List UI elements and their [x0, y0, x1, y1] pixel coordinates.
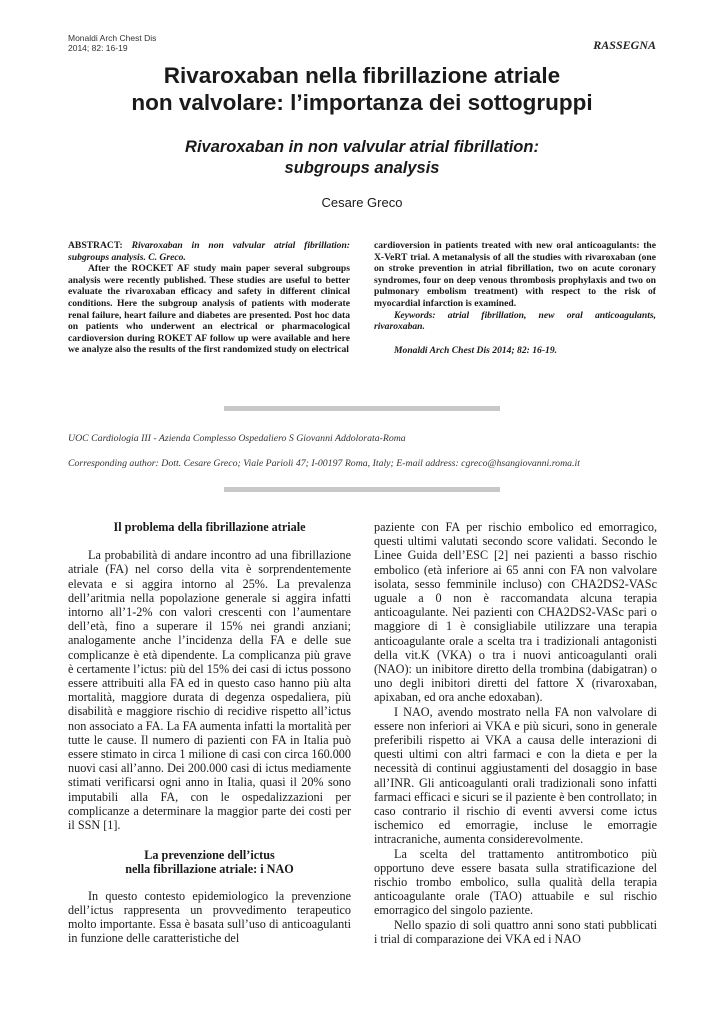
correspondence: Corresponding author: Dott. Cesare Greco; Viale Parioli 47; I-00197 Roma, Italy; E-mail address: cgreco@hsangiovanni.roma.it: [68, 458, 580, 469]
body-paragraph: La scelta del trattamento antitrombotico più opportuno deve essere basata sulla stratificazione del rischio trombo embolico, sulla qualità della terapia anticoagulante orale (TAO) attuabile e sul rischio emorragico del singolo paziente.: [374, 846, 657, 918]
article-subtitle-line2: subgroups analysis: [284, 159, 440, 177]
abstract-label: ABSTRACT:: [68, 240, 123, 251]
body-paragraph: paziente con FA per rischio embolico ed emorragico, questi ultimi valutati secondo score validati. Secondo le Linee Guida dell’ESC [2] nei pazienti a basso rischio embolico (età inferiore ai 65 anni con FA non valvolare isolata, sesso femminile incluso) con CHA2DS2-VASc uguale a 0 non è raccomandata alcuna terapia anticoagulante. Nei pazienti con CHA2DS2-VASc pari o maggiore di 1 è consigliabile utilizzare una terapia anticoagulante orale a scelta tra i tradizionali antagonisti della vit.K (VKA) o tra i nuovi anticoagulanti orali (NAO): un inibitore diretto della trombina (dabigatran) o uno degli inibitori diretti del fattore X (rivaroxaban, apixaban, ed ora anche edoxaban).: [374, 520, 657, 705]
abstract-cite: [374, 345, 656, 357]
section-heading-2: [68, 848, 351, 876]
article-title: [60, 62, 664, 116]
journal-issue: 2014; 82: 16-19: [68, 43, 128, 53]
section-label: RASSEGNA: [593, 38, 656, 52]
body-right-column: [374, 520, 657, 946]
keywords-label: Keywords:: [394, 309, 436, 321]
body-paragraph: I NAO, avendo mostrato nella FA non valvolare di essere non inferiori ai VKA e più sicuri, sono in generale preferibili rispetto ai VKA a causa delle interazioni di questi ultimi con altri farmaci e con la dieta e per la necessità di continui aggiustamenti del dosaggio in base all’INR. Gli anticoagulanti orali tradizionali sono infatti farmaci efficaci e sicuri se il paziente è ben controllato; in caso contrario il rischio di eventi avversi come ictus ischemico ed emorragie, incluse le emorragie intracraniche, aumenta considerevolmente.: [374, 704, 657, 847]
divider-top: [224, 406, 500, 411]
abstract-cite-text: Monaldi Arch Chest Dis 2014; 82: 16-19.: [394, 344, 558, 356]
abstract-right-column: [374, 240, 656, 356]
section-heading-2-line1: La prevenzione dell’ictus: [144, 848, 275, 863]
keywords-text: atrial fibrillation, new oral anticoagulants, rivaroxaban.: [374, 309, 656, 333]
article-title-line2: non valvolare: l’importanza dei sottogruppi: [131, 90, 593, 115]
body-paragraph: Nello spazio di soli quattro anni sono stati pubblicati i trial di comparazione dei VKA ed i NAO: [374, 917, 657, 946]
body-left-column: [68, 520, 351, 945]
abstract-body-right: cardioversion in patients treated with new oral anticoagulants: the X-VeRT trial. A metanalysis of all the studies with rivaroxaban (one on stroke prevention in atrial fibrillation, two on acute coronary syndromes, four on deep venous thrombosis prophylaxis and two on pulmonary embolism treatment) with respect to the risk of myocardial infarction is examined.: [374, 240, 656, 309]
abstract-body-left: After the ROCKET AF study main paper several subgroups analysis were recently published. These studies are useful to better evaluate the rivaroxaban efficacy and safety in different clinical conditions. Here the subgroup analysis of patients with moderate renal failure, heart failure and diabetes are presented. Post hoc data on patients who underwent an electrical or pharmacological cardioversion during ROKET AF follow up were available and here we analyze also the results of the first randomized study on electrical: [68, 263, 350, 356]
journal-reference: [68, 33, 156, 53]
affiliation: UOC Cardiologia III - Azienda Complesso Ospedaliero S Giovanni Addolorata-Roma: [68, 433, 406, 444]
section-heading-2-line2: nella fibrillazione atriale: i NAO: [125, 862, 294, 877]
journal-name: Monaldi Arch Chest Dis: [68, 33, 157, 43]
body-paragraph: In questo contesto epidemiologico la prevenzione dell’ictus rappresenta un provvedimento terapeutico molto importante. Essa è basata sull’uso di anticoagulanti in funzione delle caratteristiche del: [68, 888, 351, 946]
abstract-keywords: [374, 310, 656, 333]
section-heading-1: Il problema della fibrillazione atriale: [113, 520, 306, 534]
article-subtitle: [60, 137, 664, 179]
abstract-citation-text: Rivaroxaban in non valvular atrial fibrillation: subgroups analysis. C. Greco.: [68, 240, 350, 263]
author-name: Cesare Greco: [321, 195, 403, 210]
body-paragraph: La probabilità di andare incontro ad una fibrillazione atriale (FA) nel corso della vita è sorprendentemente elevata e si aggira intorno al 25%. La prevalenza dell’aritmia nella popolazione generale si aggira infatti intorno all’1-2% con valori crescenti con l’aumentare dell’età, fino a superare il 15% nei grandi anziani; analogamente anche l’incidenza della FA e delle sue complicanze è età dipendente. La complicanza più grave è certamente l’ictus: più del 15% dei casi di ictus possono essere attribuiti alla FA ed in questo caso hanno più alta mortalità, maggiore durata di degenza ospedaliera, più disabilità e maggiore rischio di recidive rispetto all’ictus non associato a FA. La FA aumenta infatti la mortalità per tutte le cause. Il numero di pazienti con FA in Italia può essere stimato in circa 1 milione di casi con circa 160.000 nuovi casi all’anno. Dei 200.000 casi di ictus mediamente stimati verificarsi ogni anno in Italia, quasi il 20% sono imputabili alla FA, con le ospedalizzazioni per complicanze a determinare la maggior parte dei costi per il SSN [1].: [68, 548, 351, 833]
abstract-citation: [68, 240, 350, 263]
divider-bottom: [224, 487, 500, 492]
article-subtitle-line1: Rivaroxaban in non valvular atrial fibrillation:: [185, 138, 539, 156]
abstract-left-column: [68, 240, 350, 356]
article-title-line1: Rivaroxaban nella fibrillazione atriale: [163, 63, 561, 88]
